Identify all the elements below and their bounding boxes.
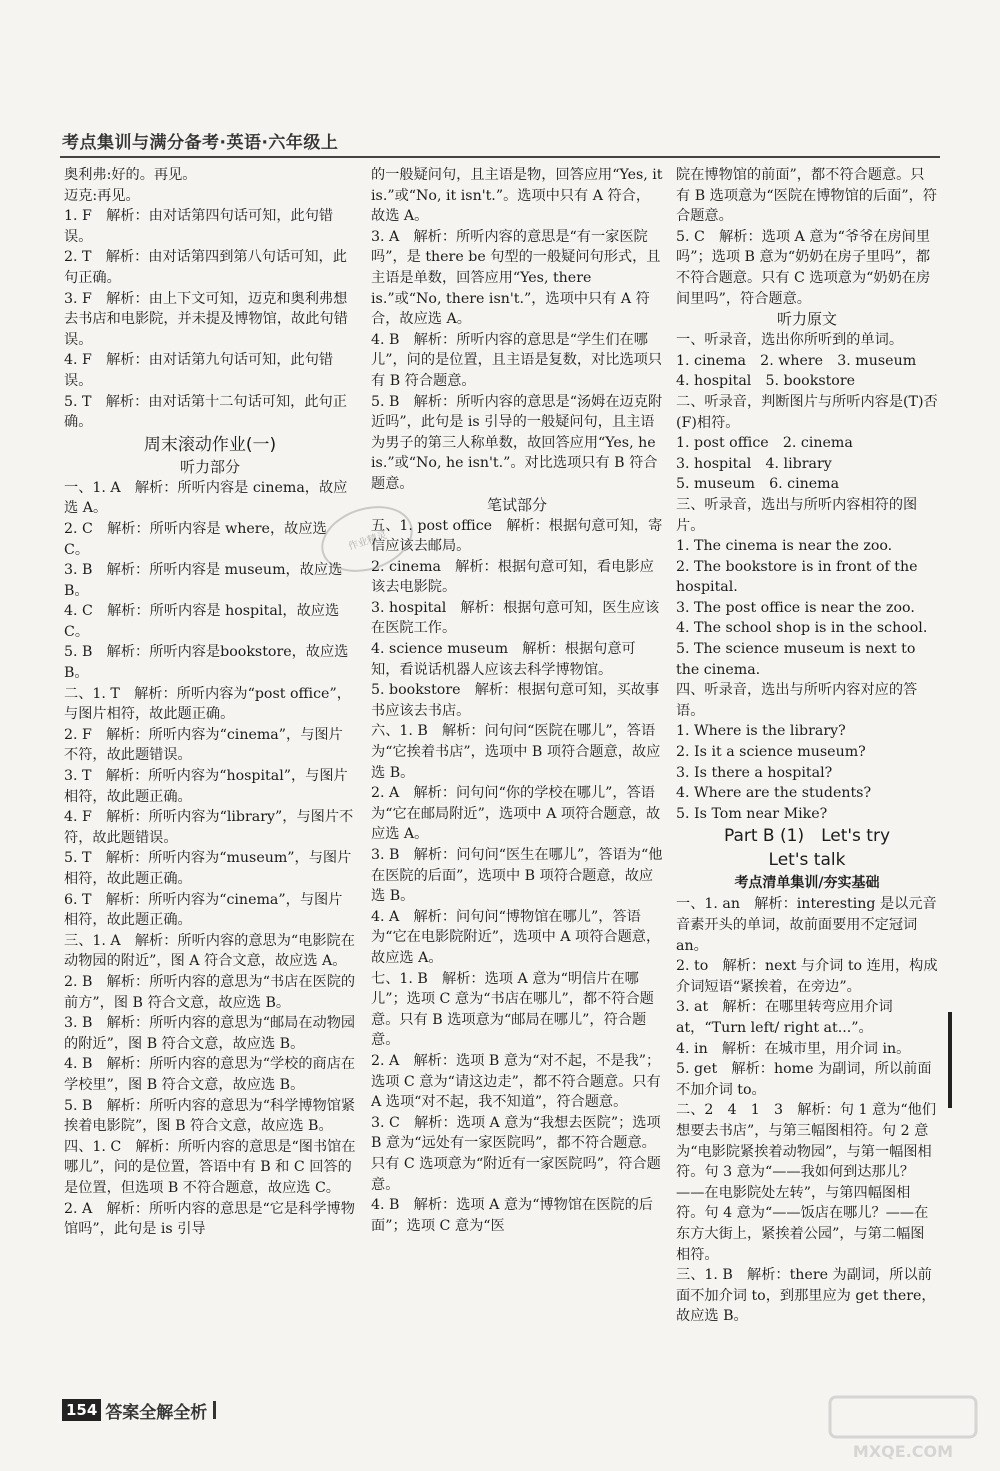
answer-entry: 3. F 解析：由上下文可知，迈克和奥利弗想去书店和电影院，并未提及博物馆，故此句错误。 (64, 290, 348, 348)
answer-entry: 3. B 解析：所听内容的意思为“邮局在动物园的附近”，图 B 符合文意，故应选 B。 (64, 1015, 356, 1052)
answer-entry: 5. T 解析：由对话第十二句话可知，此句正确。 (64, 393, 347, 431)
subsection-heading: 考点清单集训/夯实基础 (734, 875, 880, 892)
page-number: 154 (62, 1399, 101, 1421)
answer-entry: 1. cinema 2. where 3. museum (676, 352, 917, 369)
footer-bar (213, 1401, 216, 1419)
answer-entry: 1. Where is the library? (676, 723, 846, 740)
answer-entry: 4. science museum 解析：根据句意可知，看说话机器人应该去科学博物馆。 (371, 641, 636, 678)
answer-entry: 4. The school shop is in the school. (676, 620, 928, 637)
answer-entry: 2. T 解析：由对话第四到第八句话可知，此句正确。 (64, 249, 347, 286)
answer-entry: 5. museum 6. cinema (676, 476, 840, 493)
subsection-heading: 听力部分 (179, 457, 240, 476)
header-rule (60, 156, 940, 158)
column-2 (371, 165, 663, 1385)
answer-entry: 5. The science museum is next to the cinema. (676, 641, 916, 678)
answer-entry: 六、1. B 解析：问句问“医院在哪儿”，答语为“它挨着书店”，选项中 B 项符合题意，故应选 B。 (371, 723, 661, 781)
answer-entry: 四、1. C 解析：所听内容的意思是“图书馆在哪儿”，问的是位置，答语中有 B 和 C 回答的是位置，但选项 B 不符合题意，故应选 C。 (64, 1138, 356, 1196)
answer-entry: 5. get 解析：home 为副词，所以前面不加介词 to。 (676, 1061, 932, 1098)
answer-entry: 3. B 解析：所听内容是 museum，故应选 B。 (64, 562, 343, 599)
column-3 (676, 165, 938, 1385)
section-heading: Part B (1) Let's try (723, 826, 891, 847)
answer-entry: 5. C 解析：选项 A 意为“爷爷在房间里吗”；选项 B 意为“奶奶在房子里吗”，都不符合题意。只有 C 选项意为“奶奶在房间里吗”，符合题意。 (676, 228, 931, 307)
answer-entry: 1. F 解析：由对话第四句话可知，此句错误。 (64, 208, 334, 245)
watermark-logo (828, 1393, 978, 1463)
answer-entry: 三、1. A 解析：所听内容的意思为“电影院在动物园的附近”，图 A 符合文意，故应选 A。 (64, 932, 355, 970)
column-1 (64, 165, 356, 1385)
watermark-text: MXQE.COM (852, 1442, 954, 1461)
answer-entry: 2. A 解析：选项 B 意为“对不起，不是我”；选项 C 意为“请这边走”，都不符合题意。只有 A 选项“对不起，我不知道”，符合题意。 (371, 1052, 661, 1111)
answer-entry: 2. Is it a science museum? (676, 744, 866, 761)
answer-entry: 迈克:再见。 (64, 187, 140, 204)
answer-entry: 七、1. B 解析：选项 A 意为“明信片在哪儿”；选项 C 意为“书店在哪儿”，都不符合题意。只有 B 选项意为“邮局在哪儿”，符合题意。 (371, 970, 654, 1049)
answer-entry: 2. C 解析：所听内容是 where，故应选 C。 (64, 520, 327, 558)
answer-entry: 奥利弗:好的。再见。 (64, 167, 197, 183)
answer-entry: 二、1. T 解析：所听内容为“post office”，与图片相符，故此题正确。 (64, 685, 351, 723)
page-footer (62, 1398, 216, 1422)
answer-entry: 4. in 解析：在城市里，用介词 in。 (676, 1040, 911, 1057)
answer-entry: 四、听录音，选出与所听内容对应的答语。 (676, 682, 918, 719)
side-rule (948, 1012, 952, 1108)
answer-entry: 3. hospital 4. library (676, 455, 832, 472)
footer-label: 答案全解全析 (105, 1402, 208, 1423)
answer-entry: 2. to 解析：next 与介词 to 连用，构成介词短语“紧挨着，在旁边”。 (676, 958, 938, 995)
answer-entry: 6. T 解析：所听内容为“cinema”，与图片相符，故此题正确。 (64, 891, 343, 929)
subsection-heading: 听力原文 (776, 310, 837, 329)
answer-entry: 4. F 解析：由对话第九句话可知，此句错误。 (64, 352, 334, 389)
answer-entry: 2. F 解析：所听内容为“cinema”，与图片不符，故此题错误。 (64, 726, 343, 764)
answer-entry: 4. A 解析：问句问“博物馆在哪儿”，答语为“它在电影院附近”，选项中 A 项符合题意，故应选 A。 (371, 908, 661, 966)
stamp-text: 作业精灵 (346, 529, 389, 553)
subsection-heading: 笔试部分 (486, 495, 547, 514)
answer-entry: 5. Is Tom near Mike? (676, 805, 828, 822)
section-heading: 周末滚动作业(一) (143, 434, 277, 455)
answer-entry: 5. B 解析：所听内容的意思是“汤姆在迈克附近吗”，此句是 is 引导的一般疑问句，且主语为男子的第三人称单数，故回答应用“Yes, he is.”或“No, he isn't.”。对比选项只有 B 符合题意。 (371, 393, 663, 492)
answer-entry: 3. Is there a hospital? (676, 764, 833, 781)
answer-entry: 4. C 解析：所听内容是 hospital，故应选 C。 (64, 603, 340, 640)
answer-entry: 4. B 解析：选项 A 意为“博物馆在医院的后面”；选项 C 意为“医 (371, 1197, 653, 1234)
answer-entry: 5. T 解析：所听内容为“museum”，与图片相符，故此题正确。 (64, 850, 352, 887)
answer-entry: 1. post office 2. cinema (676, 435, 853, 452)
answer-entry: 五、1. post office 解析：根据句意可知，寄信应该去邮局。 (371, 517, 663, 555)
answer-entry: 4. hospital 5. bookstore (676, 373, 856, 390)
answer-entry: 的一般疑问句，且主语是物，回答应用“Yes, it is.”或“No, it isn't.”。选项中只有 A 符合，故选 A。 (371, 167, 663, 225)
answer-entry: 院在博物馆的前面”，都不符合题意。只有 B 选项意为“医院在博物馆的后面”，符合题意。 (676, 167, 937, 225)
answer-entry: 3. The post office is near the zoo. (676, 599, 915, 616)
answer-entry: 3. B 解析：问句问“医生在哪儿”，答语为“他在医院的后面”，选项中 B 项符合题意，故应选 B。 (371, 847, 663, 905)
answer-entry: 4. F 解析：所听内容为“library”，与图片不符，故此题错误。 (64, 809, 354, 846)
answer-entry: 5. bookstore 解析：根据句意可知，买故事书应该去书店。 (371, 682, 660, 719)
answer-entry: 2. A 解析：问句问“你的学校在哪儿”，答语为“它在邮局附近”，选项中 A 项符合题意，故应选 A。 (371, 785, 661, 843)
section-heading: Let's talk (768, 850, 846, 871)
answer-entry: 1. The cinema is near the zoo. (676, 538, 893, 555)
answer-entry: 一、1. an 解析：interesting 是以元音音素开头的单词，故前面要用不定冠词 an。 (676, 896, 937, 954)
answer-entry: 5. B 解析：所听内容是bookstore，故应选 B。 (64, 644, 349, 682)
answer-entry: 三、1. B 解析：there 为副词，所以前面不加介词 to，到那里应为 get there，故应选 B。 (676, 1267, 936, 1325)
answer-entry: 3. at 解析：在哪里转弯应用介词 at，“Turn left/ right at...”。 (676, 999, 893, 1036)
answer-entry: 2. cinema 解析：根据句意可知，看电影应该去电影院。 (371, 558, 654, 596)
answer-entry: 2. B 解析：所听内容的意思为“书店在医院的前方”，图 B 符合文意，故应选 B。 (64, 973, 356, 1011)
answer-entry: 二、2 4 1 3 解析：句 1 意为“他们想要去书店”，与第三幅图相符。句 2 意为“电影院紧挨着动物园”，与第一幅图相符。句 3 意为“——我如何到达那儿？——在电影院处左转”，与第四幅图相符。句 4 意为“——饭店在哪儿？——在东方大街上，紧挨着公园”，与第二幅图相符。 (676, 1102, 937, 1263)
answer-entry: 2. The bookstore is in front of the hospital. (676, 558, 918, 596)
answer-entry: 3. C 解析：选项 A 意为“我想去医院”；选项 B 意为“远处有一家医院吗”，都不符合题意。只有 C 选项意为“附近有一家医院吗”，符合题意。 (371, 1114, 661, 1193)
answer-entry: 一、1. A 解析：所听内容是 cinema，故应选 A。 (64, 479, 348, 517)
answer-entry: 2. A 解析：所听内容的意思是“它是科学博物馆吗”，此句是 is 引导 (64, 1200, 355, 1238)
answer-entry: 二、听录音，判断图片与所听内容是(T)否(F)相符。 (676, 393, 938, 431)
running-header: 考点集训与满分备考·英语·六年级上 (62, 133, 339, 153)
answer-entry: 4. B 解析：所听内容的意思是“学生们在哪儿”，问的是位置，且主语是复数，对比选项只有 B 符合题意。 (371, 331, 663, 389)
answer-entry: 4. B 解析：所听内容的意思为“学校的商店在学校里”，图 B 符合文意，故应选 B。 (64, 1056, 356, 1093)
answer-entry: 4. Where are the students? (676, 785, 872, 802)
answer-entry: 三、听录音，选出与所听内容相符的图片。 (676, 496, 918, 534)
answer-entry: 5. B 解析：所听内容的意思为“科学博物馆紧挨着电影院”，图 B 符合文意，故应选 B。 (64, 1097, 356, 1135)
answer-entry: 3. hospital 解析：根据句意可知，医生应该在医院工作。 (371, 599, 660, 637)
answer-entry: 3. A 解析：所听内容的意思是“有一家医院吗”，是 there be 句型的一般疑问句形式，且主语是单数，回答应用“Yes, there is.”或“No, there isn't.”，选项中只有 A 符合，故应选 A。 (371, 228, 661, 328)
answer-entry: 3. T 解析：所听内容为“hospital”，与图片相符，故此题正确。 (64, 768, 348, 805)
answer-entry: 一、听录音，选出你所听到的单词。 (676, 332, 904, 349)
